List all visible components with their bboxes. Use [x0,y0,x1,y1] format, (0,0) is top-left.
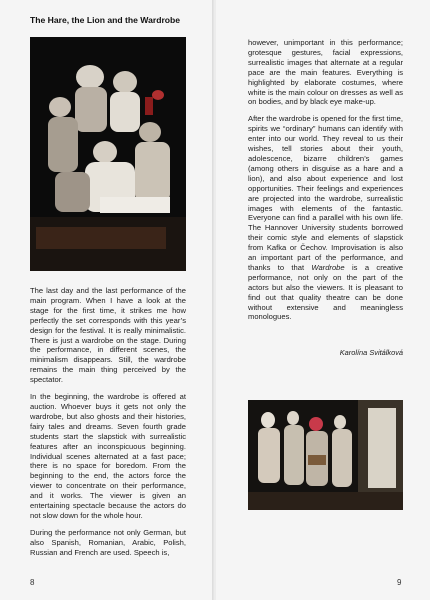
paragraph: During the performance not only German, but also Spanish, Romanian, Arabic, Polish, Russian and French are used. Speech is, [30,527,186,557]
stage-photo-image [30,37,186,271]
article-title: The Hare, the Lion and the Wardrobe [30,15,181,25]
paragraph: however, unimportant in this performance; grotesque gestures, facial expressions, surrealistic images that alternate at a regular pace are the main features. Everything is highlighted by elaborate costumes, where white is the main colour on dresses as well as on bodies, and by black eye make-up. [248,38,403,107]
paragraph-part: is a creative performance, not only on the part of the actors but also the viewers. It is pleasant to find out that quality theatre can be done without extensive and meaningless monologues. [248,262,403,322]
performers-photo-image [248,400,403,510]
emphasized-title: Wardrobe [311,262,345,272]
stage-photo-group [30,37,186,271]
right-body-text [248,38,403,329]
paragraph-with-emphasis [248,114,403,322]
left-body-text [30,286,186,565]
paragraph: In the beginning, the wardrobe is offered at auction. Whoever buys it gets not only the wardrobe, but also ghosts and their histories, fairy tales and dreams. Seven fourth grade students start the slapstick with surrealistic features after an inconspicuous beginning. Individual scenes alternated at a fast pace; there is no space for boredom. From the beginning to the end, the actors force the viewer to concentrate on their performance, and it works. The viewer is given an entertaining spectacle because the actors do not slow down for the whole hour. [30,392,186,520]
paragraph-part: After the wardrobe is opened for the first time, spirits we “ordinary” humans can identify with enter into our world. They reveal to us their wishes, tell stories about their youth, adolescence, bizarre children’s games (among others in disguise as a hare and a lion), and also about experience and lost opportunities. Their feelings and experiences are projected into the wardrobe, surrealistic images with elements of the fantastic. Everyone can find a parallel with his own life. The Hannover University students borrowed their comic style and elements of slapstick from Kafka or Čechov. Improvisation is also an important part of the performance, and thanks to that [248,114,403,272]
paragraph: The last day and the last performance of the main program. When I have a look at the stage for the first time, it strikes me how perfectly the set corresponds with this year’s design for the festival. It is really minimalistic. There is just a wardrobe on the stage. During the performance, in different scenes, the minimalism disappears. Still, the wardrobe remains the main thing perceived by the spectator. [30,286,186,385]
page-number-right: 9 [397,578,402,587]
left-page [0,0,214,600]
page-number-left: 8 [30,578,35,587]
author-byline: Karolína Svitálková [339,348,403,357]
performers-photo-group [248,400,403,510]
